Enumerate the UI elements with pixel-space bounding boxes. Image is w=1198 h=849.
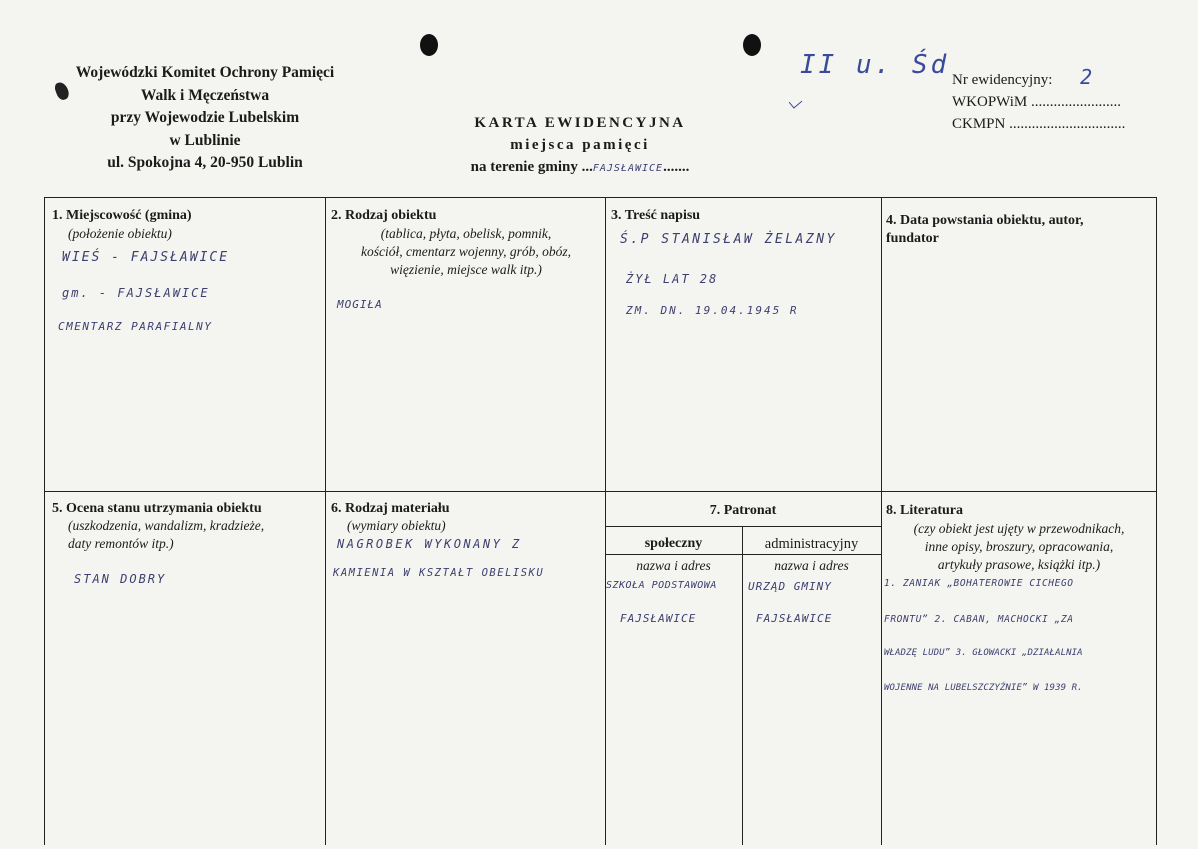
field-8-subtitle <box>881 520 1157 574</box>
divider-h-patronat <box>605 526 881 527</box>
field-3-value-3: ZM. DN. 19.04.1945 R <box>626 304 799 317</box>
ckmpn-line <box>952 113 1125 135</box>
field-1-subtitle: (położenie obiektu) <box>68 226 172 241</box>
handwritten-note: II u. Śd <box>800 50 950 80</box>
org-line-3: przy Wojewodzie Lubelskim <box>110 109 300 126</box>
field-2-subtitle <box>326 225 606 279</box>
wkopwim-label: WKOPWiM <box>952 94 1028 110</box>
patronat-social-subheader: nazwa i adres <box>636 558 711 573</box>
literature-value-3: WŁADZĘ LUDU” 3. GŁOWACKI „DZIAŁALNIA <box>884 648 1083 658</box>
punch-hole-right <box>743 34 761 56</box>
literature-value-4: WOJENNE NA LUBELSZCZYŹNIE” W 1939 R. <box>884 683 1083 693</box>
field-2-subtitle-2: kościół, cmentarz wojenny, grób, obóz, <box>361 244 571 259</box>
patronat-social-value-1: SZKOŁA PODSTAWOWA <box>606 580 717 591</box>
title-line-2: miejsca pamięci <box>510 137 650 153</box>
field-1-value-2: gm. - FAJSŁAWICE <box>62 286 210 300</box>
field-1-title: 1. Miejscowość (gmina) <box>52 208 192 223</box>
check-mark <box>789 95 803 108</box>
field-8-subtitle-2: inne opisy, broszury, opracowania, <box>924 539 1114 554</box>
field-4-title <box>886 212 1083 248</box>
field-6-value-2: KAMIENIA W KSZTAŁT OBELISKU <box>333 567 545 579</box>
gmina-value: FAJSŁAWICE <box>592 163 664 174</box>
field-5-subtitle <box>68 517 264 553</box>
nr-line <box>952 66 1125 91</box>
field-7-title: 7. Patronat <box>709 503 777 518</box>
field-2-subtitle-1: (tablica, płyta, obelisk, pomnik, <box>380 226 552 241</box>
patronat-admin-subheader: nazwa i adres <box>774 558 849 573</box>
nr-value: 2 <box>1080 65 1095 89</box>
divider-v1 <box>325 198 326 845</box>
field-4-title-2: fundator <box>886 231 939 246</box>
literature-value-1: 1. ZANIAK „BOHATEROWIE CICHEGO <box>884 578 1074 589</box>
field-8-title: 8. Literatura <box>886 503 963 518</box>
patronat-admin-header: administracyjny <box>764 536 859 552</box>
field-8-subtitle-1: (czy obiekt jest ujęty w przewodnikach, <box>913 521 1125 536</box>
gmina-label: na terenie gminy <box>470 159 578 175</box>
field-2-title: 2. Rodzaj obiektu <box>331 208 437 223</box>
field-3-value-2: ŻYŁ LAT 28 <box>626 272 719 286</box>
field-5-subtitle-2: daty remontów itp.) <box>68 536 174 551</box>
field-4-title-1: 4. Data powstania obiektu, autor, <box>886 213 1084 228</box>
field-6-title: 6. Rodzaj materiału <box>331 501 450 516</box>
organisation-block <box>40 62 370 175</box>
field-5-title: 5. Ocena stanu utrzymania obiektu <box>52 501 262 516</box>
gmina-dots-right: ....... <box>663 159 690 175</box>
field-2-subtitle-3: więzienie, miejsce walk itp.) <box>390 262 542 277</box>
org-line-5: ul. Spokojna 4, 20-950 Lublin <box>107 154 303 171</box>
title-line-3 <box>420 156 740 180</box>
nr-label: Nr ewidencyjny: <box>952 72 1053 88</box>
card-title <box>420 112 740 180</box>
divider-h-mid <box>45 491 1156 492</box>
ckmpn-dots: ............................... <box>1009 116 1126 132</box>
registration-block <box>952 66 1125 135</box>
field-3-value-1: Ś.P STANISŁAW ŻELAZNY <box>620 232 837 247</box>
field-8-subtitle-3: artykuły prasowe, książki itp.) <box>937 557 1101 572</box>
punch-hole-left <box>420 34 438 56</box>
literature-value-2: FRONTU” 2. CABAN, MACHOCKI „ZA <box>884 614 1074 625</box>
patronat-admin-value-1: URZĄD GMINY <box>748 580 832 593</box>
field-5-subtitle-1: (uszkodzenia, wandalizm, kradzieże, <box>68 518 265 533</box>
title-line-1: KARTA EWIDENCYJNA <box>474 115 686 131</box>
field-1-value-1: WIEŚ - FAJSŁAWICE <box>62 250 230 265</box>
ckmpn-label: CKMPN <box>952 116 1006 132</box>
field-1-value-3: CMENTARZ PARAFIALNY <box>58 320 213 333</box>
divider-v2 <box>605 198 606 845</box>
org-line-1: Wojewódzki Komitet Ochrony Pamięci <box>75 64 335 81</box>
patronat-subheader-divider <box>605 554 881 555</box>
field-6-value-1: NAGROBEK WYKONANY Z <box>337 537 522 551</box>
field-5-value: STAN DOBRY <box>74 572 167 586</box>
patronat-social-header: społeczny <box>644 536 703 551</box>
gmina-dots-left: ... <box>581 159 593 175</box>
patronat-admin-value-2: FAJSŁAWICE <box>756 612 833 625</box>
field-3-title: 3. Treść napisu <box>611 208 701 223</box>
wkopwim-dots: ........................ <box>1030 94 1121 110</box>
field-6-subtitle: (wymiary obiektu) <box>347 518 446 533</box>
field-2-value: MOGIŁA <box>337 298 383 311</box>
org-line-2: Walk i Męczeństwa <box>140 86 270 104</box>
patronat-social-value-2: FAJSŁAWICE <box>620 612 697 625</box>
org-line-4: w Lublinie <box>169 131 241 149</box>
wkopwim-line <box>952 91 1125 113</box>
